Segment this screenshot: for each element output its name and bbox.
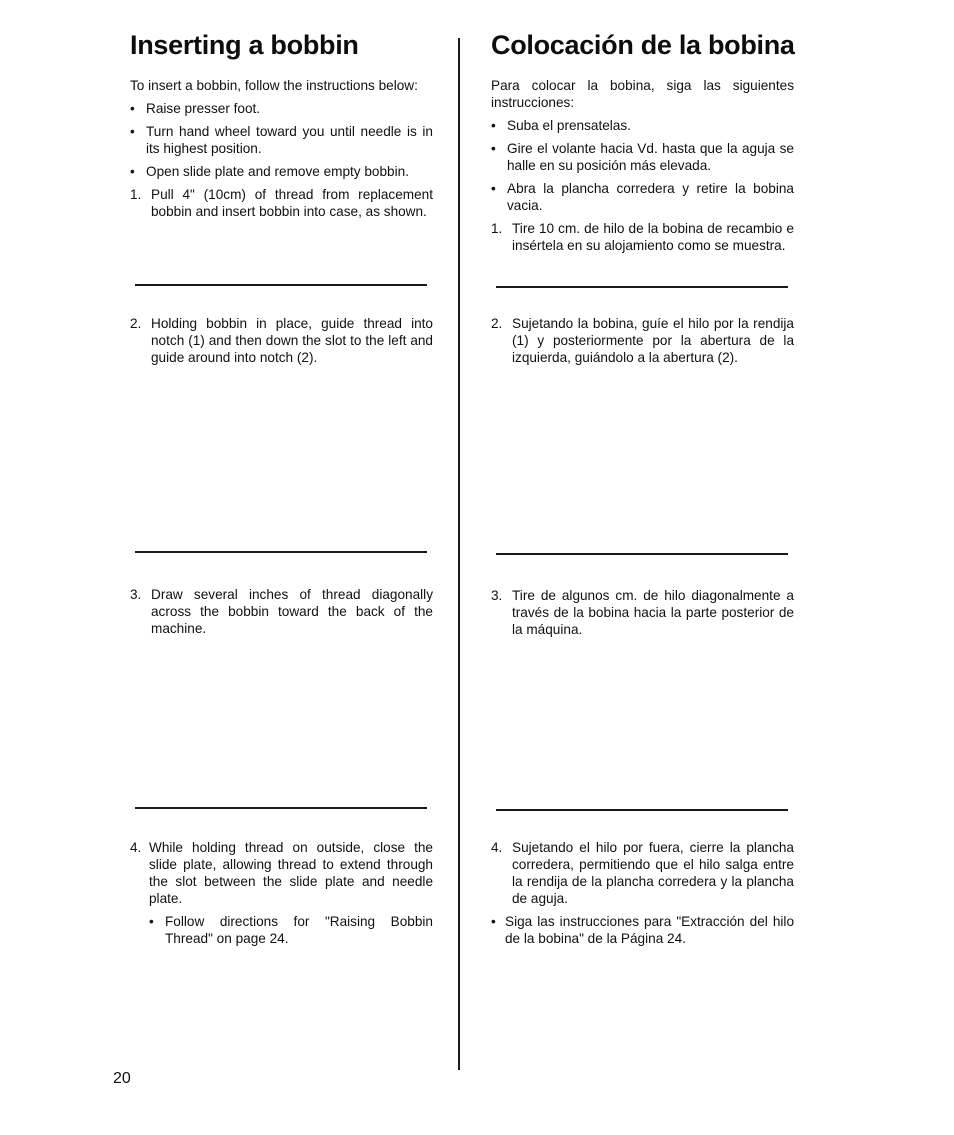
english-final-note-text: Follow directions for "Raising Bobbin Thread" on page 24. xyxy=(165,914,433,946)
step-number: 3. xyxy=(130,587,142,602)
spanish-step-4 xyxy=(491,839,794,907)
spanish-final-note xyxy=(491,913,794,947)
english-bullet-1 xyxy=(130,100,433,117)
column-divider xyxy=(458,38,460,1070)
step-number: 4. xyxy=(130,840,142,855)
english-bullet-text: Open slide plate and remove empty bobbin. xyxy=(146,164,409,179)
step-number: 1. xyxy=(130,187,142,202)
bullet-marker: • xyxy=(130,164,135,179)
spanish-bullet-2 xyxy=(491,140,794,174)
english-step-text: Draw several inches of thread diagonally across the bobbin toward the back of the machine. xyxy=(151,587,433,636)
bullet-marker: • xyxy=(130,124,135,139)
bullet-marker: • xyxy=(149,914,154,929)
english-bullet-2 xyxy=(130,123,433,157)
english-bullet-text: Raise presser foot. xyxy=(146,101,261,116)
spanish-bullet-3 xyxy=(491,180,794,214)
spanish-intro: Para colocar la bobina, siga las siguientes instrucciones: xyxy=(491,78,794,110)
spanish-bullet-1 xyxy=(491,117,794,134)
english-section-3 xyxy=(130,586,433,643)
spanish-step-1 xyxy=(491,220,794,254)
bullet-marker: • xyxy=(491,118,496,133)
bullet-marker: • xyxy=(491,914,496,929)
step-number: 1. xyxy=(491,221,503,236)
spanish-bullet-text: Abra la plancha corredera y retire la bobina vacia. xyxy=(507,181,794,213)
page-number: 20 xyxy=(113,1070,131,1087)
spanish-step-text: Sujetando el hilo por fuera, cierre la plancha corredera, permitiendo que el hilo salga entre la rendija de la plancha corredera y la plancha de aguja. xyxy=(512,840,794,906)
spanish-final-note-text: Siga las instrucciones para "Extracción del hilo de la bobina" de la Página 24. xyxy=(505,914,794,946)
english-bullet-text: Turn hand wheel toward you until needle is in its highest position. xyxy=(146,124,433,156)
spanish-bullet-text: Gire el volante hacia Vd. hasta que la aguja se halle en su posición más elevada. xyxy=(507,141,794,173)
english-step-4 xyxy=(130,839,433,907)
spanish-title: Colocación de la bobina xyxy=(491,30,795,60)
section-rule xyxy=(135,551,427,553)
english-step-text: While holding thread on outside, close the slide plate, allowing thread to extend through the slot between the slide plate and needle plate. xyxy=(149,840,433,906)
english-step-text: Pull 4" (10cm) of thread from replacement bobbin and insert bobbin into case, as shown. xyxy=(151,187,433,219)
english-intro: To insert a bobbin, follow the instructions below: xyxy=(130,78,418,93)
spanish-step-text: Tire 10 cm. de hilo de la bobina de recambio e insértela en su alojamiento como se muestra. xyxy=(512,221,794,253)
spanish-step-text: Sujetando la bobina, guíe el hilo por la rendija (1) y posteriormente por la abertura de la izquierda, guiándolo a la abertura (2). xyxy=(512,316,794,365)
spanish-step-3 xyxy=(491,587,794,638)
english-column xyxy=(130,0,433,1135)
step-number: 4. xyxy=(491,840,503,855)
section-rule xyxy=(135,807,427,809)
english-step-1 xyxy=(130,186,433,220)
spanish-section-2 xyxy=(491,315,794,372)
section-rule xyxy=(135,284,427,286)
english-step-2 xyxy=(130,315,433,366)
english-step-text: Holding bobbin in place, guide thread into notch (1) and then down the slot to the left and guide around into notch (2). xyxy=(151,316,433,365)
step-number: 2. xyxy=(130,316,142,331)
bullet-marker: • xyxy=(130,101,135,116)
spanish-section-4 xyxy=(491,839,794,953)
spanish-section-1 xyxy=(491,77,794,260)
bullet-marker: • xyxy=(491,141,496,156)
step-number: 3. xyxy=(491,588,503,603)
english-section-4 xyxy=(130,839,433,953)
spanish-step-text: Tire de algunos cm. de hilo diagonalmente a través de la bobina hacia la parte posterior de la máquina. xyxy=(512,588,794,637)
spanish-bullet-text: Suba el prensatelas. xyxy=(507,118,631,133)
english-title: Inserting a bobbin xyxy=(130,30,359,60)
section-rule xyxy=(496,809,788,811)
english-step-3 xyxy=(130,586,433,637)
step-number: 2. xyxy=(491,316,503,331)
english-final-note xyxy=(130,913,433,947)
bullet-marker: • xyxy=(491,181,496,196)
section-rule xyxy=(496,286,788,288)
section-rule xyxy=(496,553,788,555)
english-bullet-3 xyxy=(130,163,433,180)
spanish-column xyxy=(491,0,794,1135)
english-section-1 xyxy=(130,77,433,226)
spanish-step-2 xyxy=(491,315,794,366)
spanish-section-3 xyxy=(491,587,794,644)
english-section-2 xyxy=(130,315,433,372)
